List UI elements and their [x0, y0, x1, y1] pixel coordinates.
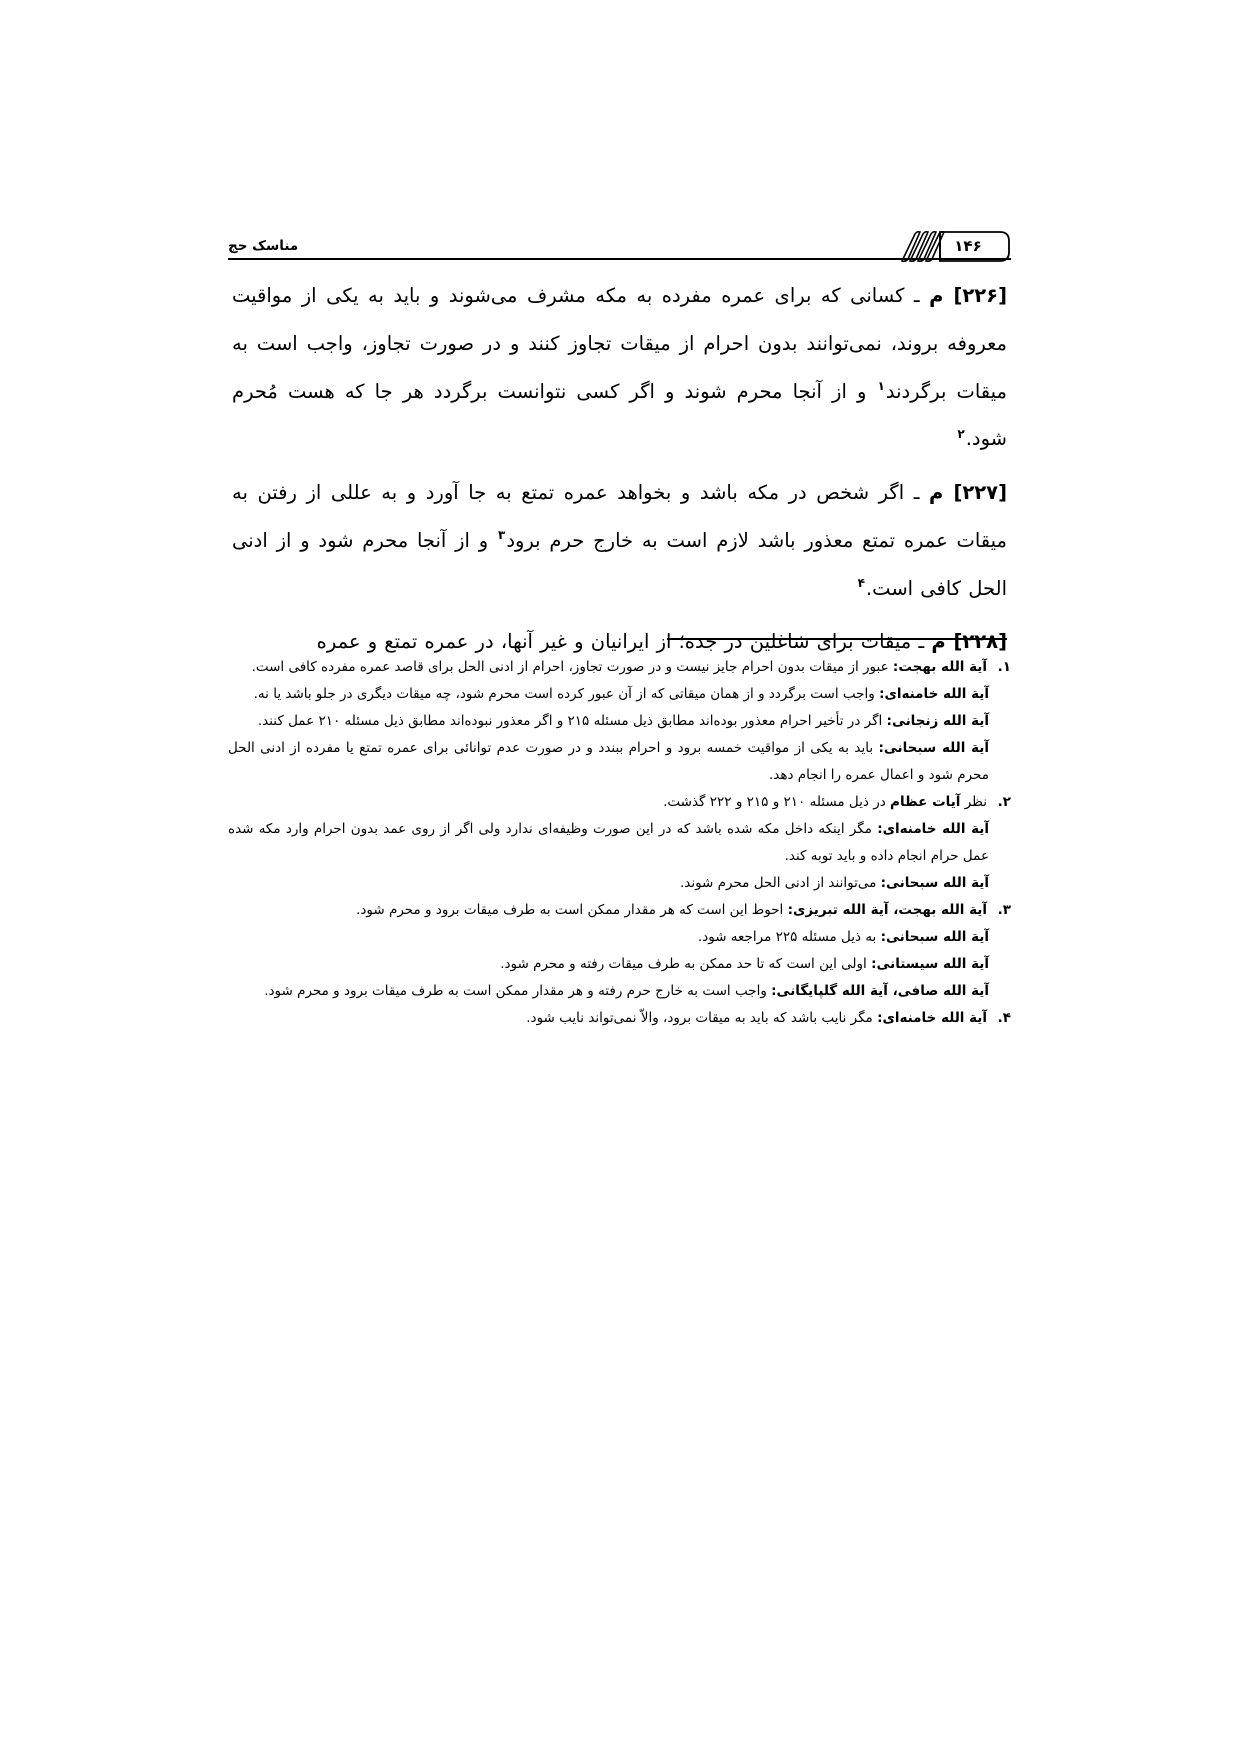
footnote-line	[228, 789, 987, 816]
footnote-text: به ذیل مسئله ۲۲۵ مراجعه شود.	[697, 929, 881, 945]
footnote-entry-4	[228, 1005, 1011, 1032]
authority-name: آیة الله زنجانی:	[886, 713, 989, 729]
footnote-line	[228, 816, 1011, 870]
footnote-line	[228, 1005, 987, 1032]
paragraph-dash-227: ـ	[913, 481, 920, 505]
authority-name: آیة الله سبحانی:	[878, 740, 989, 756]
paragraph-dash-228: ـ	[918, 630, 925, 654]
footnote-text: مگر نایب باشد که باید به میقات برود، والاّ نمی‌تواند نایب شود.	[526, 1010, 878, 1026]
footnote-text: واجب است به خارج حرم رفته و هر مقدار ممکن است به طرف میقات برود و محرم شود.	[264, 983, 772, 999]
footnote-ref-2: ۲	[957, 426, 965, 441]
page-number-badge	[899, 228, 1011, 262]
book-title: مناسک حج	[228, 238, 299, 254]
paragraph-227	[232, 469, 1007, 612]
paragraph-text-227-a: اگر شخص در مکه باشد و بخواهد عمره تمتع به جا آورد و به عللی از رفتن به میقات عمره تمتع معذور باشد لازم است به خارج حرم برود	[232, 481, 1007, 552]
footnote-line	[228, 897, 987, 924]
body-text	[232, 272, 1007, 672]
authority-name: آیة الله بهجت، آیة الله تبریزی:	[787, 902, 987, 918]
paragraph-marker-228: [۲۲۸] م	[931, 630, 1007, 654]
footnote-ref-4: ۴	[857, 576, 865, 591]
footnote-text: احوط این است که هر مقدار ممکن است به طرف میقات برود و محرم شود.	[356, 902, 788, 918]
footnote-ref-1: ۱	[877, 379, 885, 394]
footnote-entry-1	[228, 654, 1011, 681]
paragraph-text-228: میقات برای شاغلین در جده؛ از ایرانیان و غیر آنها، در عمره تمتع و عمره	[316, 630, 912, 654]
paragraph-text-226-b: و از آنجا محرم شوند و اگر کسی نتوانست برگردد هر جا که هست مُحرم شود.	[232, 379, 1007, 451]
authority-name: آیة الله بهجت:	[892, 659, 987, 675]
footnote-text: اولی این است که تا حد ممکن به طرف میقات رفته و محرم شود.	[500, 956, 872, 972]
footnote-text: واجب است برگردد و از همان میقاتی که از آن عبور کرده است محرم شود، چه میقات دیگری در جلو باشد یا نه.	[253, 686, 880, 702]
footnote-marker-3: ۳.	[997, 902, 1011, 918]
footnote-marker-2: ۲.	[997, 794, 1011, 810]
authority-name: آیة الله صافی، آیة الله گلپایگانی:	[771, 983, 989, 999]
page-number: ۱۴۶	[954, 237, 982, 255]
paragraph-marker-227: [۲۲۷] م	[928, 481, 1007, 505]
authority-name: آیة الله خامنه‌ای:	[877, 821, 990, 837]
footnote-line	[228, 708, 1011, 735]
header-rule	[228, 258, 1011, 260]
footnote-line	[228, 978, 1011, 1005]
footnote-text: می‌توانند از ادنی الحل محرم شوند.	[679, 875, 881, 891]
authority-group-name: آیات عظام	[890, 794, 961, 810]
footnote-text: عبور از میقات بدون احرام جایز نیست و در صورت تجاوز، احرام از ادنی الحل برای قاصد عمره مفرده کافی است.	[251, 659, 893, 675]
footnote-entry-3	[228, 897, 1011, 924]
footnote-line	[228, 735, 1011, 789]
footnote-line	[228, 654, 987, 681]
paragraph-text-226-a: کسانی که برای عمره مفرده به مکه مشرف می‌شوند و باید به یکی از مواقیت معروفه بروند، نمی‌توانند بدون احرام از میقات تجاوز کنند و در صورت تجاوز، واجب است به میقات برگردند	[232, 284, 1007, 403]
footnote-marker-1: ۱.	[997, 659, 1011, 675]
paragraph-marker-226: [۲۲۶] م	[929, 284, 1008, 307]
footnote-text: اگر در تأخیر احرام معذور بوده‌اند مطابق ذیل مسئله ۲۱۵ و اگر معذور نبوده‌اند مطابق ذیل مسئله ۲۱۰ عمل کنند.	[257, 713, 887, 729]
footnotes-section	[228, 654, 1011, 1032]
authority-name: آیة الله خامنه‌ای:	[879, 686, 989, 702]
footnote-line	[228, 924, 1011, 951]
footnote-line	[228, 870, 1011, 897]
paragraph-dash-226: ـ	[913, 284, 920, 307]
paragraph-text-227-b: و از آنجا محرم شود و از ادنی الحل کافی است.	[232, 528, 1007, 600]
authority-name: آیة الله سیستانی:	[871, 956, 989, 972]
authority-name: آیة الله سبحانی:	[880, 929, 989, 945]
footnote-marker-4: ۴.	[997, 1010, 1011, 1026]
footnote-text: در ذیل مسئله ۲۱۰ و ۲۱۵ و ۲۲۲ گذشت.	[663, 794, 891, 810]
footnote-entry-2	[228, 789, 1011, 816]
footnote-ref-3: ۳	[497, 528, 506, 543]
footnote-line	[228, 681, 1011, 708]
authority-name: آیة الله خامنه‌ای:	[877, 1010, 987, 1026]
footnote-text: باید به یکی از مواقیت خمسه برود و احرام ببندد و در صورت عدم توانائی برای عمره تمتع یا مفرده از ادنی الحل محرم شود و اعمال عمره را انجام دهد.	[228, 740, 989, 783]
running-header	[228, 218, 1011, 260]
footnote-separator	[232, 632, 1007, 646]
paragraph-226	[232, 272, 1007, 463]
footnote-text: مگر اینکه داخل مکه شده باشد که در این صورت وظیفه‌ای ندارد ولی اگر از روی عمد بدون احرام وارد مکه شده عمل حرام انجام داده و باید توبه کند.	[228, 821, 989, 864]
footnote-text-prefix: نظر	[960, 794, 987, 810]
footnote-line	[228, 951, 1011, 978]
authority-name: آیة الله سبحانی:	[880, 875, 989, 891]
